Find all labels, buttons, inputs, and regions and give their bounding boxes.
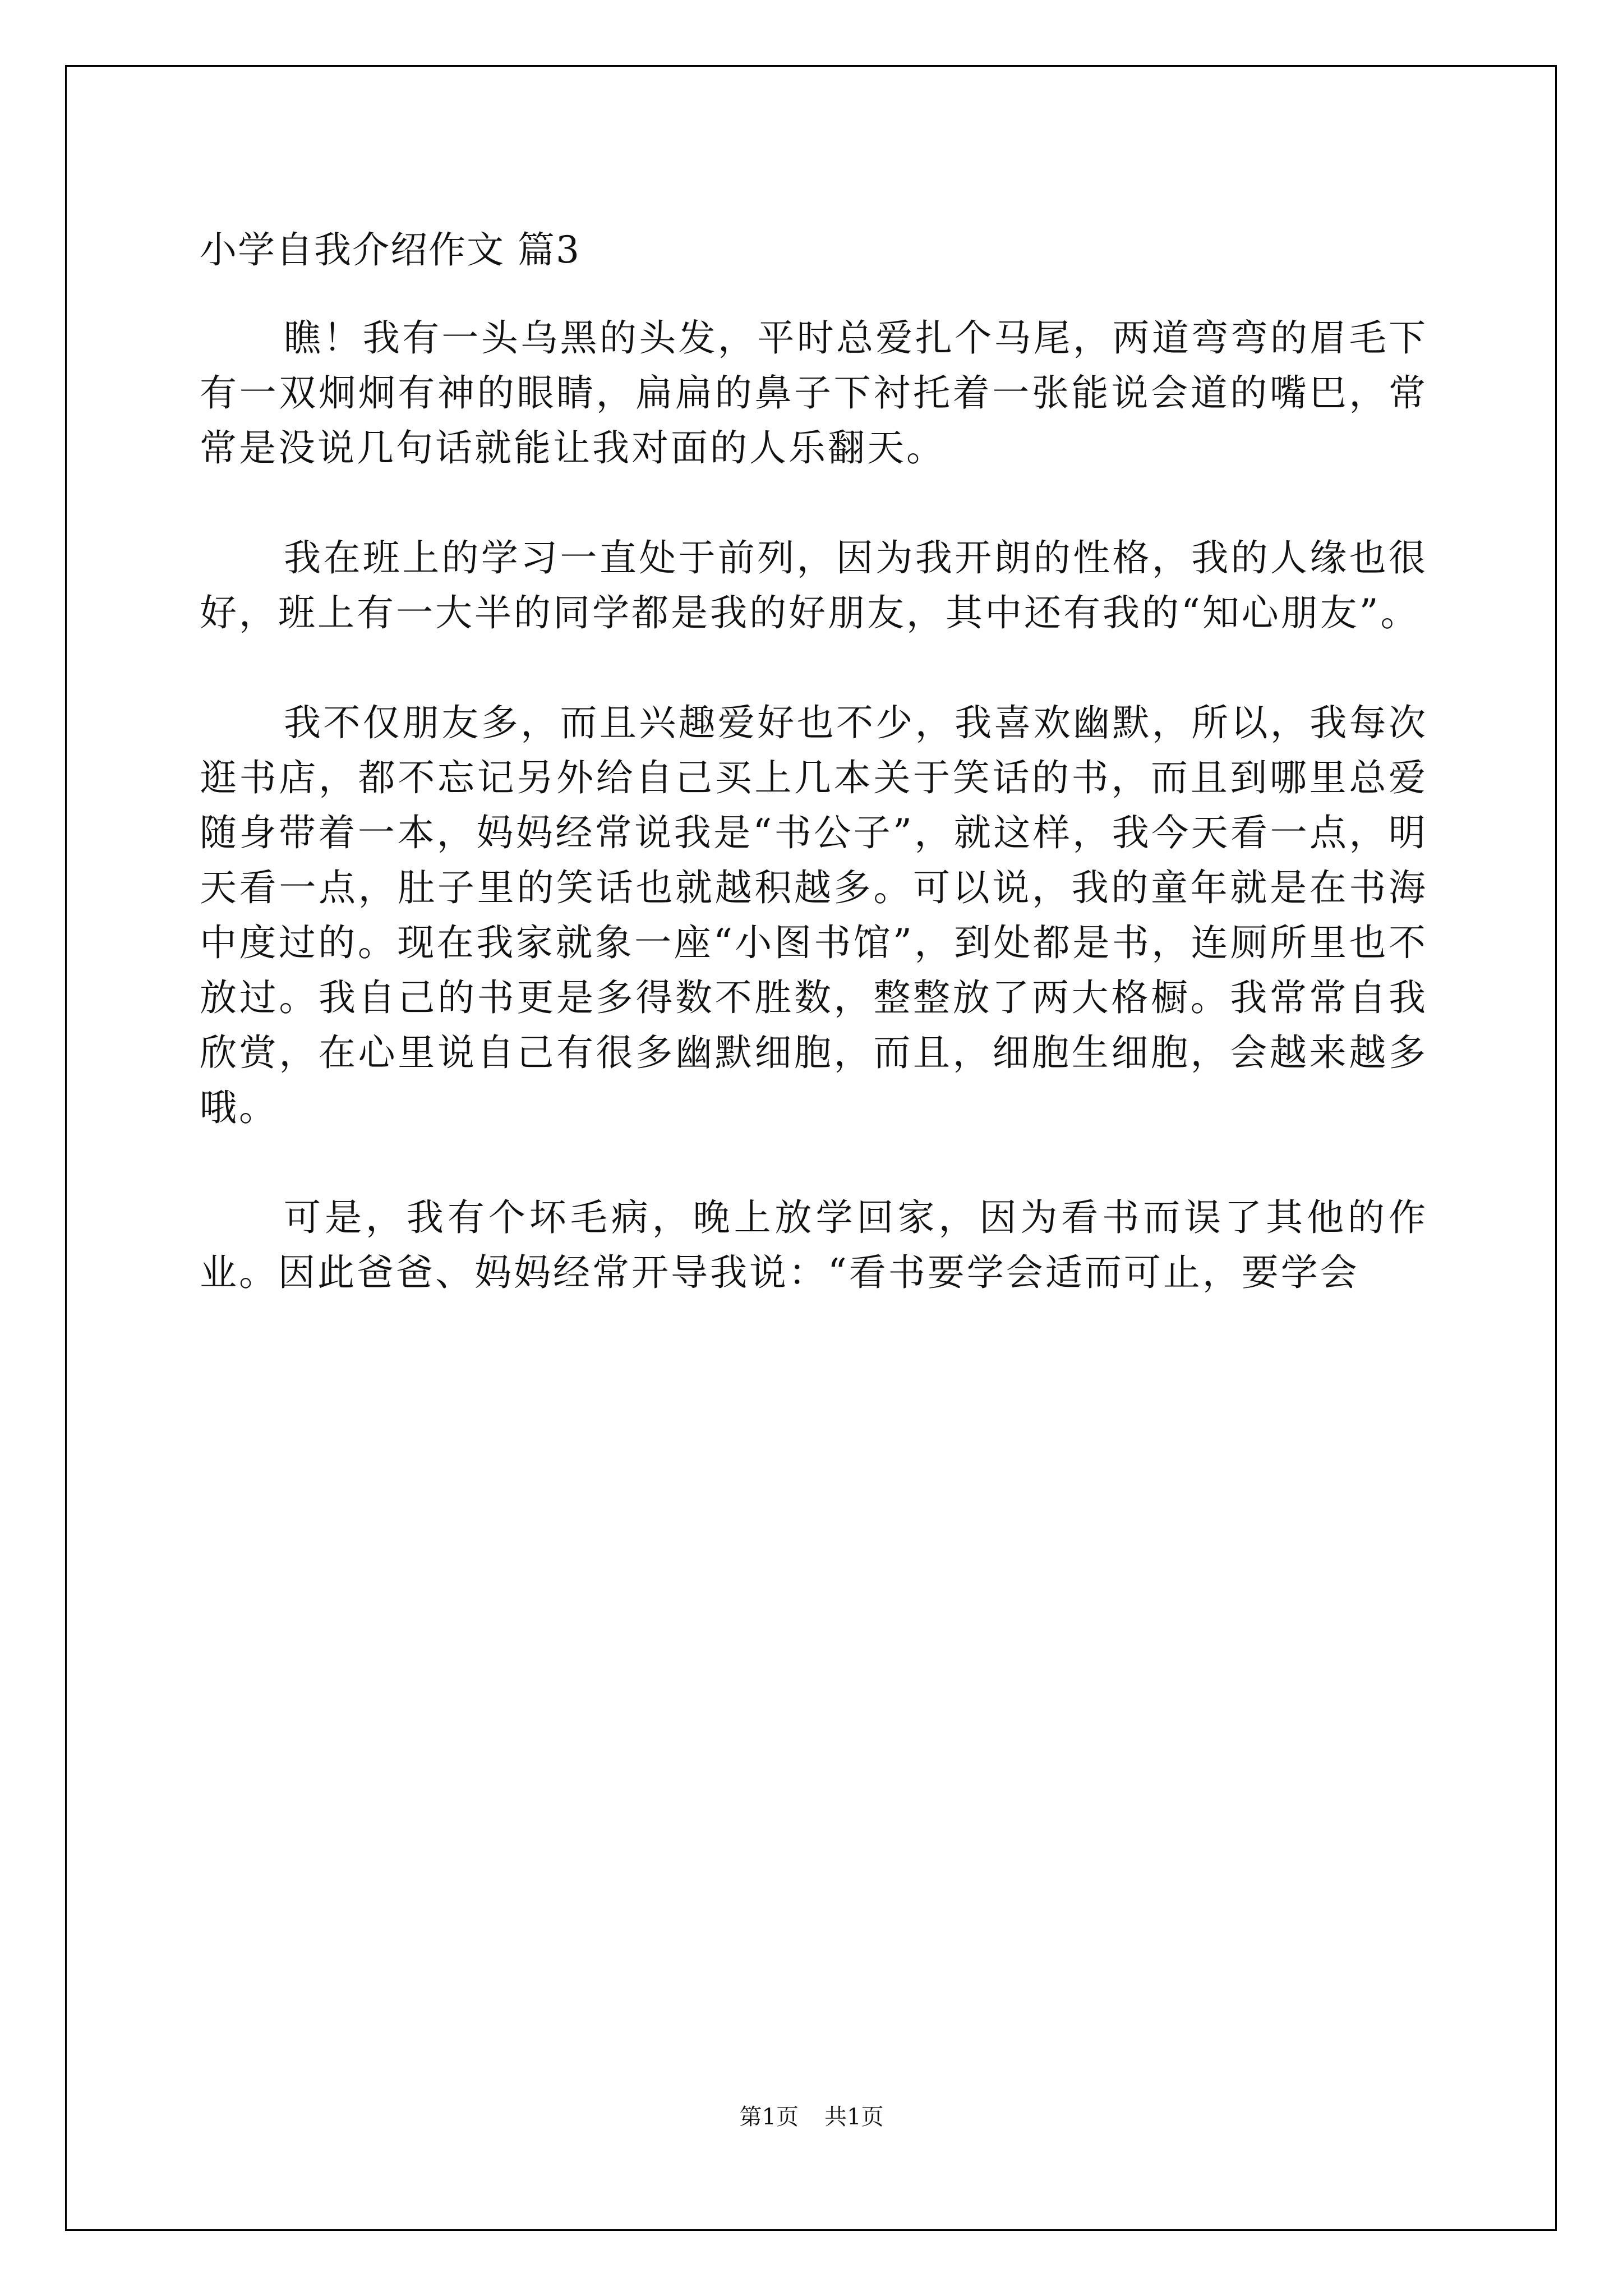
paragraph-4: 可是，我有个坏毛病，晚上放学回家，因为看书而误了其他的作业。因此爸爸、妈妈经常开导我说：“看书要学会适而可止，要学会 [200, 1196, 1428, 1294]
page-footer [0, 2100, 1623, 2134]
document-title: 小学自我介绍作文 篇3 [200, 228, 580, 272]
paragraph-3: 我不仅朋友多，而且兴趣爱好也不少，我喜欢幽默，所以，我每次逛书店，都不忘记另外给自己买上几本关于笑话的书，而且到哪里总爱随身带着一本，妈妈经常说我是“书公子”，就这样，我今天看一点，明天看一点，肚子里的笑话也就越积越多。可以说，我的童年就是在书海中度过的。现在我家就象一座“小图书馆”，到处都是书，连厕所里也不放过。我自己的书更是多得数不胜数，整整放了两大格橱。我常常自我欣赏，在心里说自己有很多幽默细胞，而且，细胞生细胞，会越来越多哦。 [200, 701, 1428, 1129]
paragraph-2: 我在班上的学习一直处于前列，因为我开朗的性格，我的人缘也很好，班上有一大半的同学都是我的好朋友，其中还有我的“知心朋友”。 [200, 536, 1428, 634]
page-number: 第1页 [739, 2104, 799, 2130]
paragraph-1: 瞧！我有一头乌黑的头发，平时总爱扎个马尾，两道弯弯的眉毛下有一双炯炯有神的眼睛，扁扁的鼻子下衬托着一张能说会道的嘴巴，常常是没说几句话就能让我对面的人乐翻天。 [200, 316, 1428, 470]
document-body [200, 222, 1428, 1355]
page-total: 共1页 [824, 2104, 884, 2130]
